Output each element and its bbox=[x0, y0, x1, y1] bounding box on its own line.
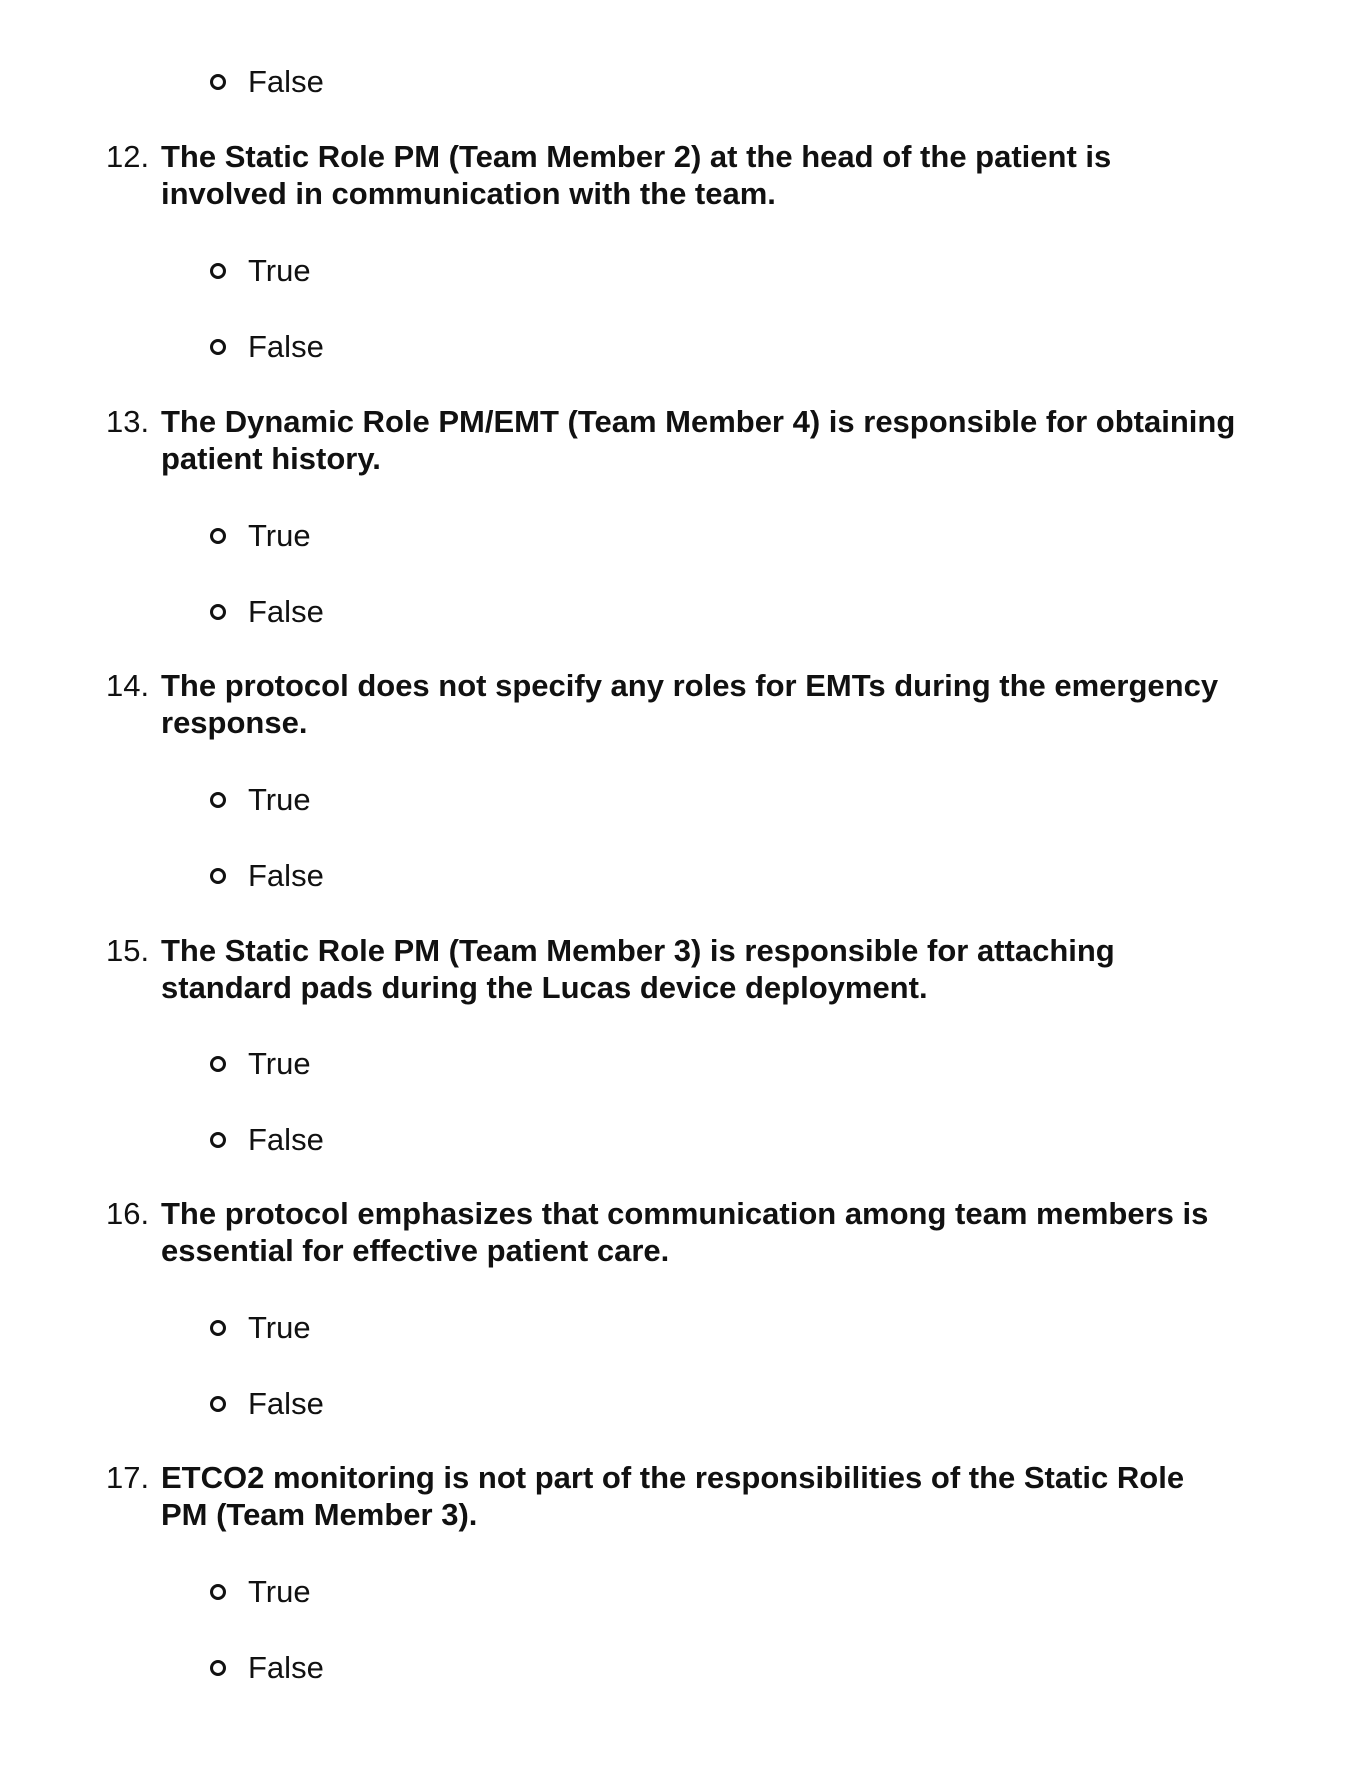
question-text bbox=[161, 667, 1296, 741]
answer-option-false[interactable] bbox=[210, 1384, 324, 1424]
question-15 bbox=[106, 932, 1296, 1006]
answer-option-false[interactable] bbox=[210, 1648, 324, 1688]
question-line: involved in communication with the team. bbox=[161, 176, 776, 211]
answer-option-false[interactable] bbox=[210, 1120, 324, 1160]
radio-bullet-icon[interactable] bbox=[210, 1396, 226, 1412]
radio-bullet-icon[interactable] bbox=[210, 792, 226, 808]
question-13 bbox=[106, 403, 1296, 477]
question-text bbox=[161, 138, 1296, 212]
radio-bullet-icon[interactable] bbox=[210, 1132, 226, 1148]
question-line: The Static Role PM (Team Member 3) is responsible for attaching bbox=[161, 933, 1115, 968]
question-16 bbox=[106, 1195, 1296, 1269]
question-line: The protocol does not specify any roles for EMTs during the emergency bbox=[161, 668, 1219, 703]
answer-label: False bbox=[248, 64, 324, 99]
radio-bullet-icon[interactable] bbox=[210, 74, 226, 90]
answer-label: True bbox=[248, 1046, 311, 1081]
radio-bullet-icon[interactable] bbox=[210, 263, 226, 279]
answer-label: True bbox=[248, 253, 311, 288]
question-line: ETCO2 monitoring is not part of the responsibilities of the Static Role bbox=[161, 1460, 1185, 1495]
question-text bbox=[161, 932, 1296, 1006]
question-line: patient history. bbox=[161, 441, 381, 476]
radio-bullet-icon[interactable] bbox=[210, 528, 226, 544]
question-number: 13. bbox=[106, 404, 150, 439]
answer-option-false[interactable] bbox=[210, 327, 324, 367]
answer-option-false[interactable] bbox=[210, 62, 324, 102]
answer-label: False bbox=[248, 1386, 324, 1421]
question-line: response. bbox=[161, 705, 308, 740]
radio-bullet-icon[interactable] bbox=[210, 604, 226, 620]
answer-label: True bbox=[248, 782, 311, 817]
question-number: 12. bbox=[106, 139, 150, 174]
question-14 bbox=[106, 667, 1296, 741]
question-line: standard pads during the Lucas device deployment. bbox=[161, 970, 928, 1005]
radio-bullet-icon[interactable] bbox=[210, 1320, 226, 1336]
answer-label: False bbox=[248, 594, 324, 629]
answer-option-false[interactable] bbox=[210, 856, 324, 896]
answer-label: True bbox=[248, 1310, 311, 1345]
question-line: The Dynamic Role PM/EMT (Team Member 4) is responsible for obtaining bbox=[161, 404, 1236, 439]
question-line: essential for effective patient care. bbox=[161, 1233, 670, 1268]
answer-option-false[interactable] bbox=[210, 592, 324, 632]
question-line: The Static Role PM (Team Member 2) at the head of the patient is bbox=[161, 139, 1112, 174]
question-text bbox=[161, 1459, 1296, 1533]
answer-option-true[interactable] bbox=[210, 1572, 311, 1612]
answer-option-true[interactable] bbox=[210, 1044, 311, 1084]
question-12 bbox=[106, 138, 1296, 212]
answer-option-true[interactable] bbox=[210, 780, 311, 820]
question-17 bbox=[106, 1459, 1296, 1533]
answer-option-true[interactable] bbox=[210, 1308, 311, 1348]
question-text bbox=[161, 403, 1296, 477]
radio-bullet-icon[interactable] bbox=[210, 868, 226, 884]
answer-label: False bbox=[248, 858, 324, 893]
radio-bullet-icon[interactable] bbox=[210, 339, 226, 355]
question-line: PM (Team Member 3). bbox=[161, 1497, 478, 1532]
question-text bbox=[161, 1195, 1296, 1269]
answer-label: True bbox=[248, 1574, 311, 1609]
answer-label: True bbox=[248, 518, 311, 553]
question-number: 16. bbox=[106, 1196, 150, 1231]
answer-label: False bbox=[248, 1122, 324, 1157]
question-number: 17. bbox=[106, 1460, 150, 1495]
radio-bullet-icon[interactable] bbox=[210, 1056, 226, 1072]
answer-option-true[interactable] bbox=[210, 516, 311, 556]
answer-option-true[interactable] bbox=[210, 251, 311, 291]
answer-label: False bbox=[248, 1650, 324, 1685]
radio-bullet-icon[interactable] bbox=[210, 1584, 226, 1600]
answer-label: False bbox=[248, 329, 324, 364]
question-line: The protocol emphasizes that communication among team members is bbox=[161, 1196, 1209, 1231]
question-number: 14. bbox=[106, 668, 150, 703]
radio-bullet-icon[interactable] bbox=[210, 1660, 226, 1676]
question-number: 15. bbox=[106, 933, 150, 968]
